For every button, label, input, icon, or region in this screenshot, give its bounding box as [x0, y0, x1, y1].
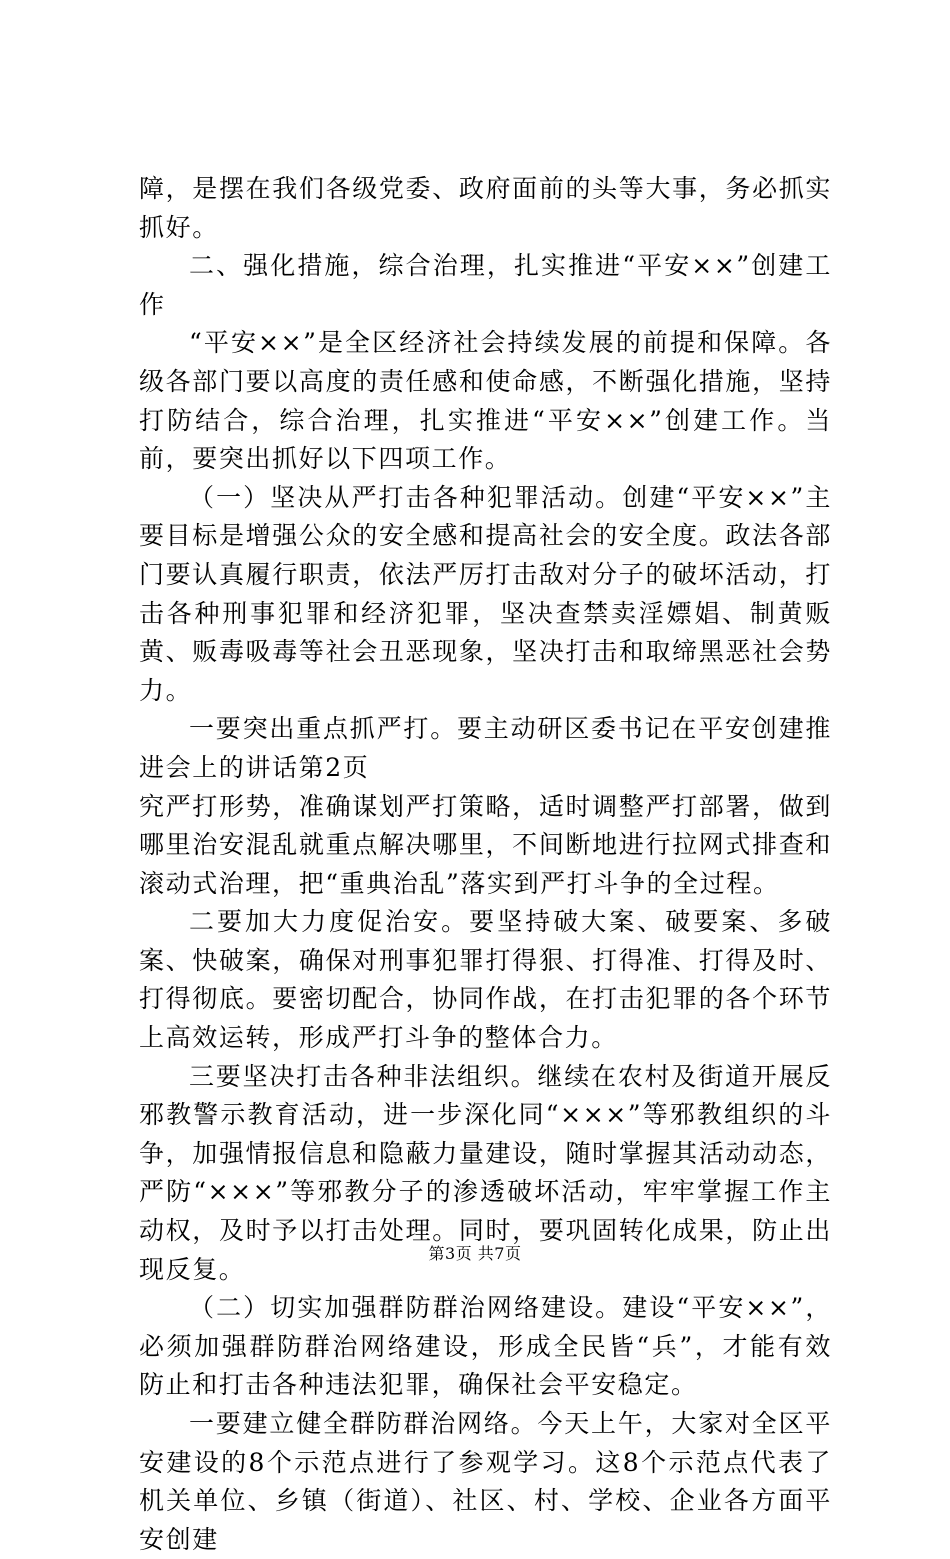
paragraph-continuation: 障，是摆在我们各级党委、政府面前的头等大事，务必抓实抓好。 [139, 174, 832, 242]
paragraph: （二）切实加强群防群治网络建设。建设“平安××”，必须加强群防群治网络建设，形成全民皆“兵”，才能有效防止和打击各种违法犯罪，确保社会平安稳定。 [139, 1293, 832, 1400]
paragraph: 一要建立健全群防群治网络。今天上午，大家对全区平安建设的8个示范点进行了参观学习。这8个示范点代表了机关单位、乡镇（街道）、社区、村、学校、企业各方面平安创建 [139, 1409, 832, 1554]
paragraph: 二要加大力度促治安。要坚持破大案、破要案、多破案、快破案，确保对刑事犯罪打得狠、打得准、打得及时、打得彻底。要密切配合，协同作战，在打击犯罪的各个环节上高效运转，形成严打斗争的整体合力。 [139, 907, 832, 1053]
paragraph: （一）坚决从严打击各种犯罪活动。创建“平安××”主要目标是增强公众的安全感和提高社会的安全度。政法各部门要认真履行职责，依法严厉打击敌对分子的破坏活动，打击各种刑事犯罪和经济犯罪，坚决查禁卖淫嫖娼、制黄贩黄、贩毒吸毒等社会丑恶现象，坚决打击和取缔黑恶社会势力。 [139, 482, 832, 705]
paragraph: 一要突出重点抓严打。要主动研区委书记在平安创建推进会上的讲话第2页 [139, 714, 832, 782]
page-footer: 第3页 共7页 [428, 1244, 522, 1263]
document-body [139, 170, 832, 1559]
section-heading: 二、强化措施，综合治理，扎实推进“平安××”创建工作 [139, 251, 832, 319]
paragraph: “平安××”是全区经济社会持续发展的前提和保障。各级各部门要以高度的责任感和使命感，不断强化措施，坚持打防结合，综合治理，扎实推进“平安××”创建工作。当前，要突出抓好以下四项工作。 [139, 328, 832, 474]
paragraph-continuation: 究严打形势，准确谋划严打策略，适时调整严打部署，做到哪里治安混乱就重点解决哪里，不间断地进行拉网式排查和滚动式治理，把“重典治乱”落实到严打斗争的全过程。 [139, 791, 832, 898]
paragraph: 三要坚决打击各种非法组织。继续在农村及街道开展反邪教警示教育活动，进一步深化同“×××”等邪教组织的斗争，加强情报信息和隐蔽力量建设，随时掌握其活动动态，严防“×××”等邪教分子的渗透破坏活动，牢牢掌握工作主动权，及时予以打击处理。同时，要巩固转化成果，防止出现反复。 [139, 1061, 832, 1284]
